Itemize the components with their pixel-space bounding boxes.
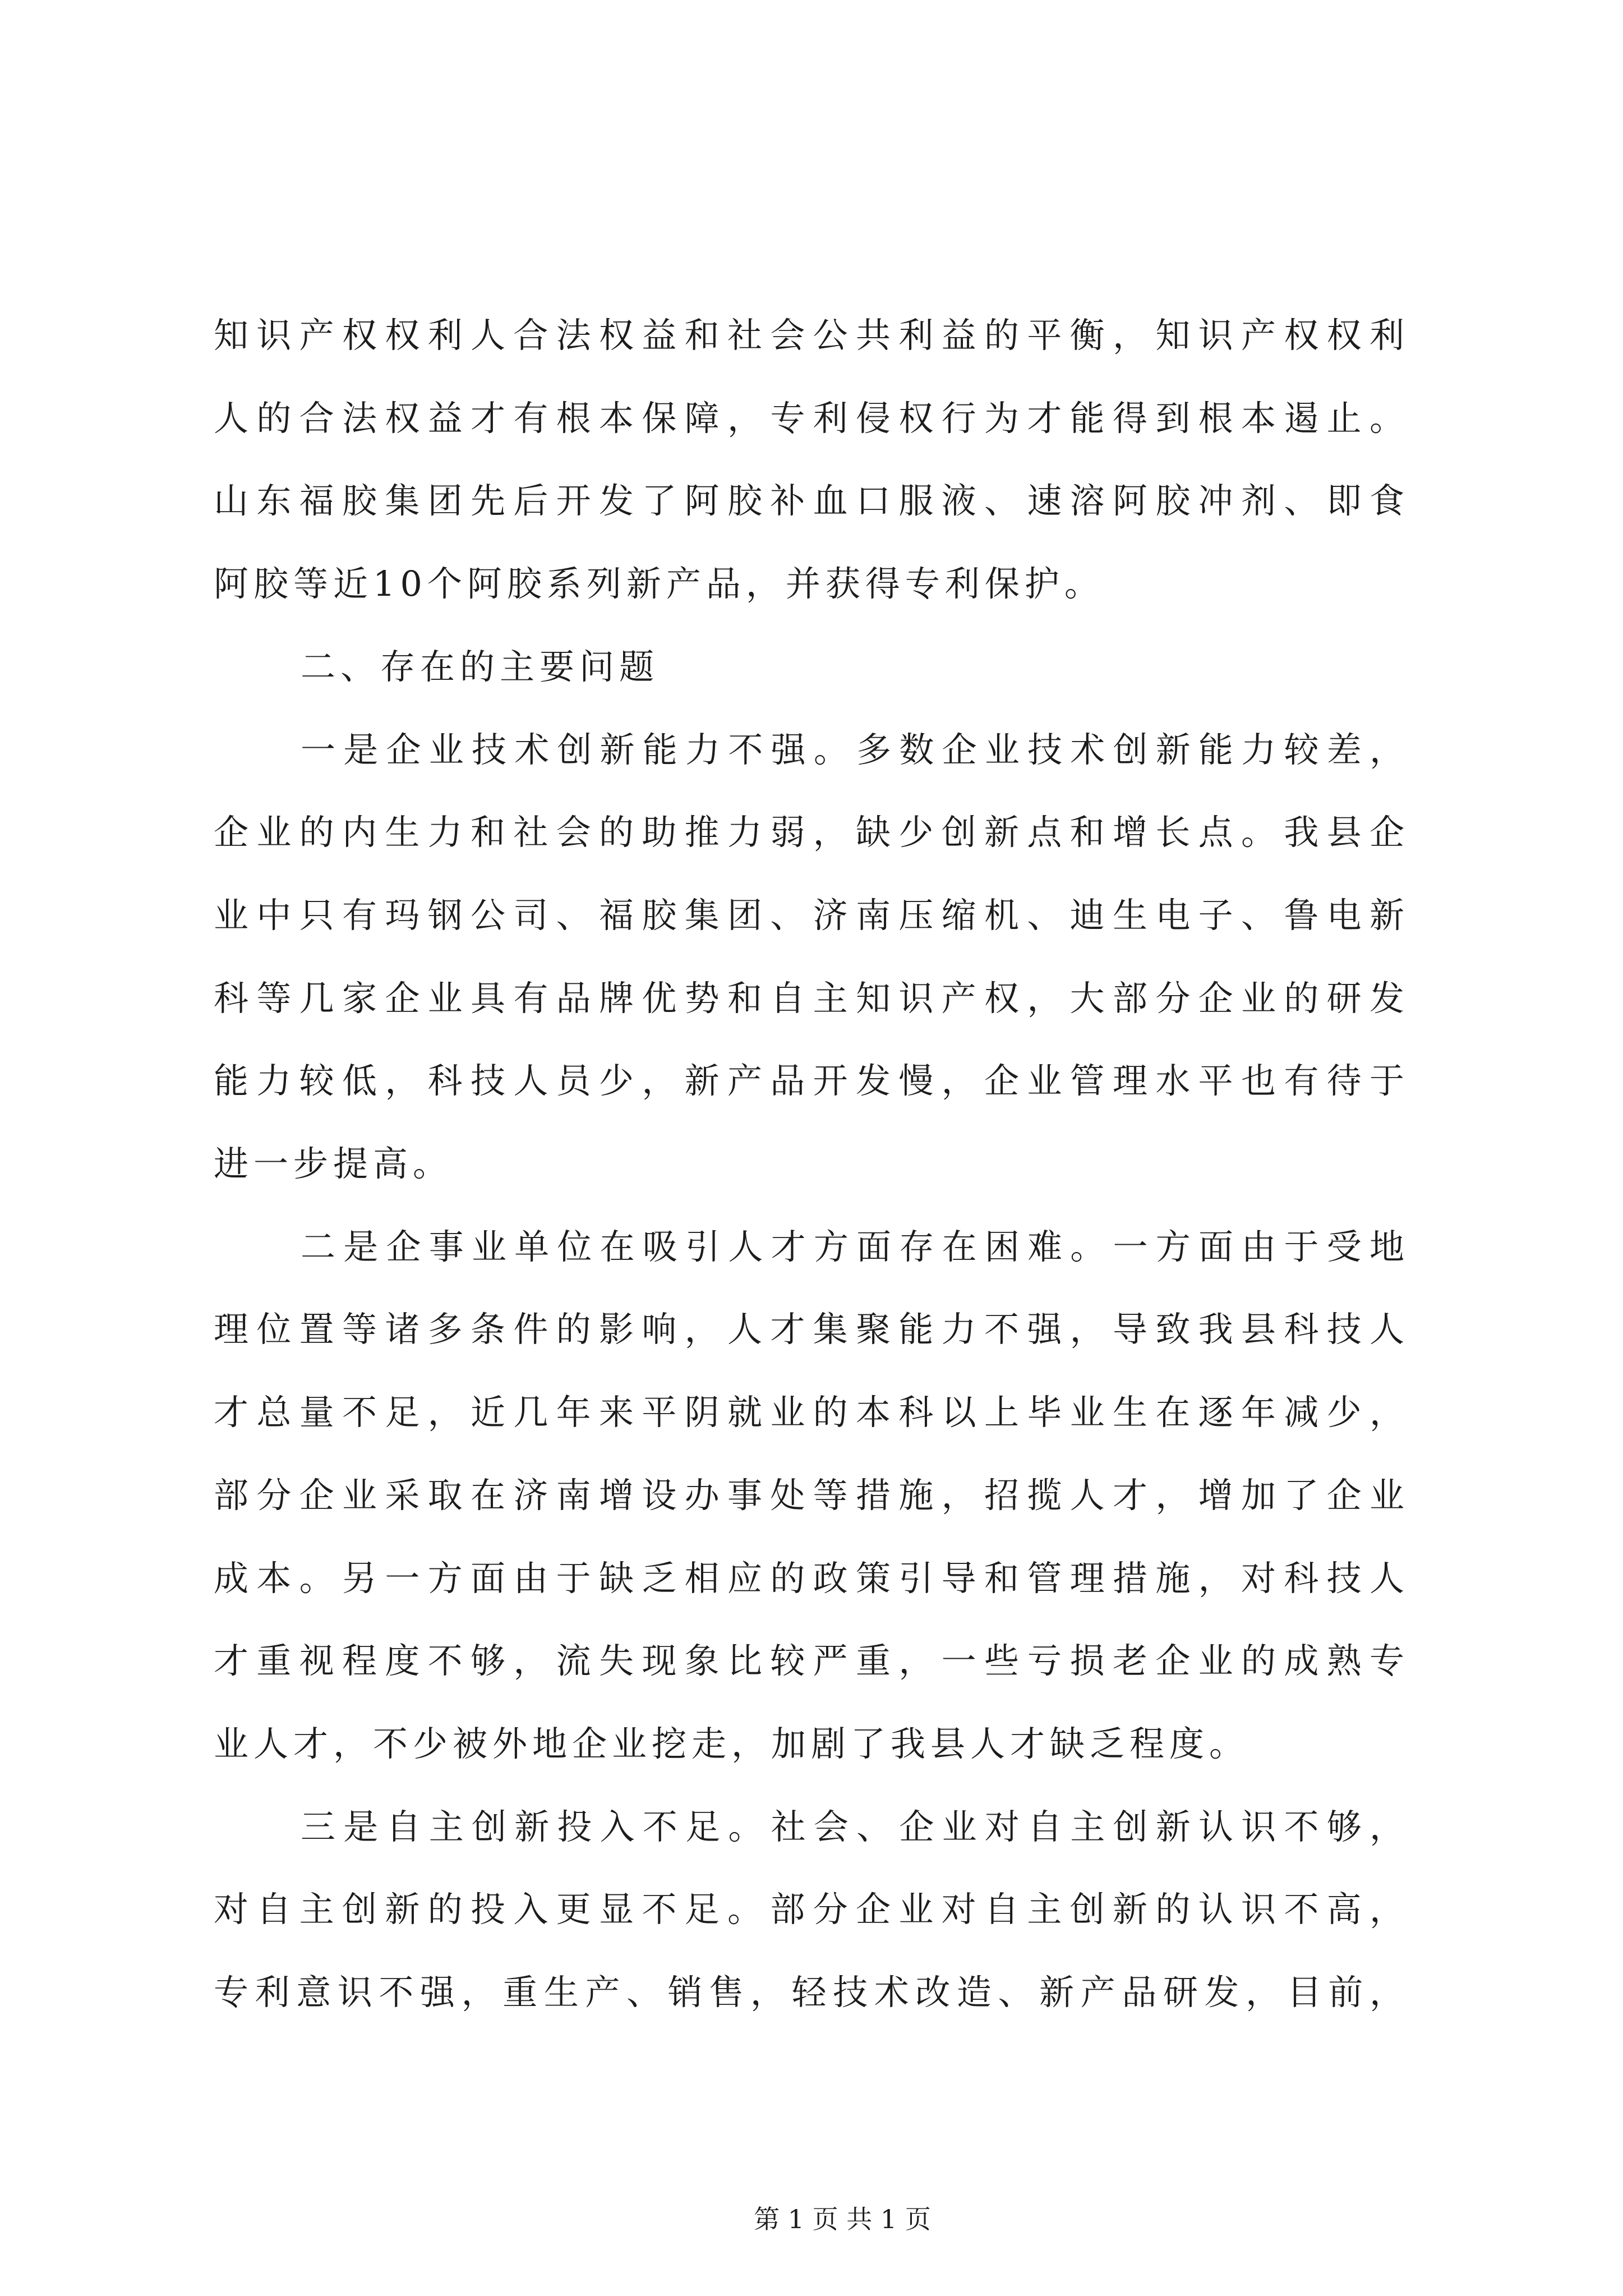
text-line: 山东福胶集团先后开发了阿胶补血口服液、速溶阿胶冲剂、即食 <box>214 480 1409 522</box>
text-line: 业中只有玛钢公司、福胶集团、济南压缩机、迪生电子、鲁电新 <box>214 894 1409 936</box>
text-line: 进一步提高。 <box>214 1143 453 1184</box>
section-heading: 二、存在的主要问题 <box>301 646 660 687</box>
text-line: 才重视程度不够，流失现象比较严重，一些亏损老企业的成熟专 <box>214 1640 1409 1682</box>
text-line: 知识产权权利人合法权益和社会公共利益的平衡，知识产权权利 <box>214 315 1409 356</box>
text-line: 二是企事业单位在吸引人才方面存在困难。一方面由于受地 <box>301 1226 1409 1267</box>
text-line: 对自主创新的投入更显不足。部分企业对自主创新的认识不高， <box>214 1889 1409 1930</box>
page-footer: 第 1 页 共 1 页 <box>754 2204 931 2234</box>
text-line: 成本。另一方面由于缺乏相应的政策引导和管理措施，对科技人 <box>214 1557 1409 1599</box>
text-line: 理位置等诸多条件的影响，人才集聚能力不强，导致我县科技人 <box>214 1309 1409 1350</box>
text-line: 一是企业技术创新能力不强。多数企业技术创新能力较差， <box>301 729 1409 770</box>
text-line: 专利意识不强，重生产、销售，轻技术改造、新产品研发，目前， <box>214 1972 1409 2013</box>
text-line: 部分企业采取在济南增设办事处等措施，招揽人才，增加了企业 <box>214 1474 1409 1516</box>
text-line: 三是自主创新投入不足。社会、企业对自主创新认识不够， <box>301 1806 1409 1847</box>
text-line: 阿胶等近10个阿胶系列新产品，并获得专利保护。 <box>214 563 1104 605</box>
text-line: 科等几家企业具有品牌优势和自主知识产权，大部分企业的研发 <box>214 977 1409 1019</box>
text-line: 人的合法权益才有根本保障，专利侵权行为才能得到根本遏止。 <box>214 397 1409 439</box>
text-line: 业人才，不少被外地企业挖走，加剧了我县人才缺乏程度。 <box>214 1723 1249 1764</box>
text-line: 企业的内生力和社会的助推力弱，缺少创新点和增长点。我县企 <box>214 812 1409 853</box>
text-line: 能力较低，科技人员少，新产品开发慢，企业管理水平也有待于 <box>214 1060 1409 1102</box>
text-line: 才总量不足，近几年来平阴就业的本科以上毕业生在逐年减少， <box>214 1392 1409 1433</box>
